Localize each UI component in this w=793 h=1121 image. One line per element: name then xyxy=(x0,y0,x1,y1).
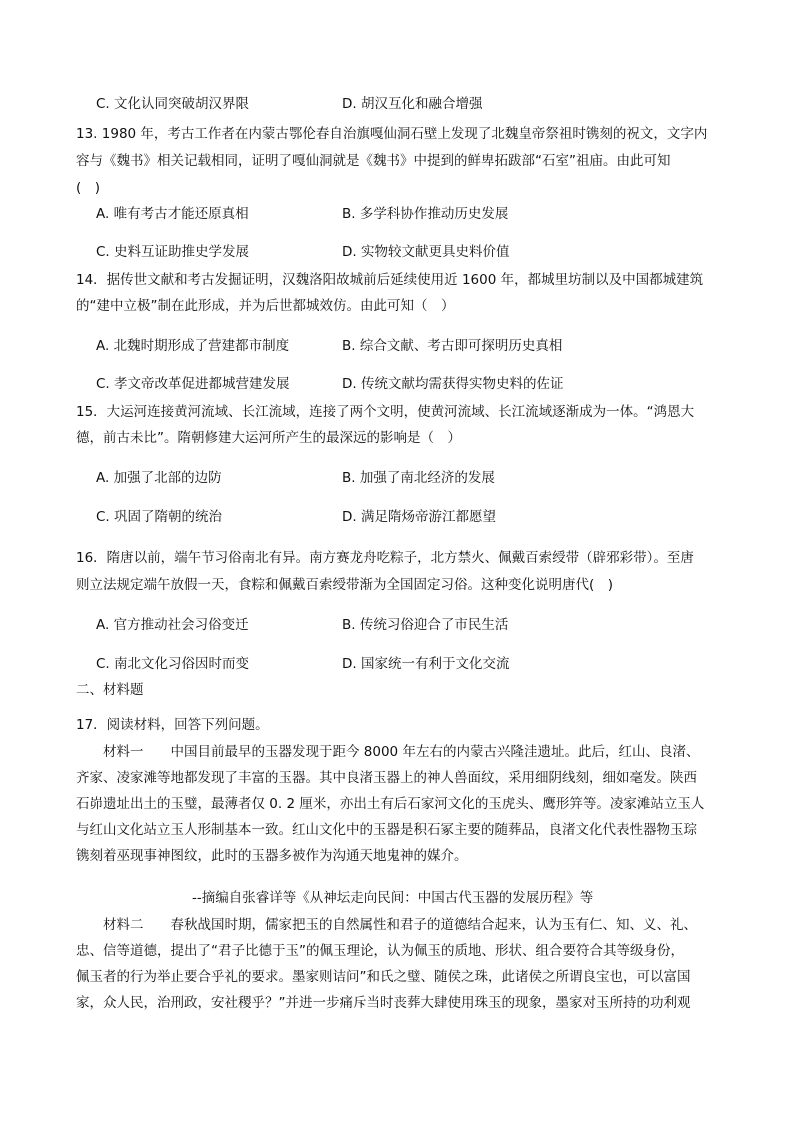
q15-stem-line-2: 德，前古未比”。隋朝修建大运河所产生的最深远的影响是（ ） xyxy=(76,430,461,446)
q14-option-a[interactable]: A. 北魏时期形成了营建都市制度 xyxy=(96,338,290,354)
q16-option-c[interactable]: C. 南北文化习俗因时而变 xyxy=(96,656,250,672)
q16-option-a[interactable]: A. 官方推动社会习俗变迁 xyxy=(96,617,249,633)
q14-stem-line-1: 14．据传世文献和考古发掘证明，汉魏洛阳故城前后延续使用近 1600 年，都城里坊制以及中国都城建筑 xyxy=(76,272,704,288)
q17-material1-line-3: 石峁遗址出土的玉璧，最薄者仅 0. 2 厘米，亦出土有后石家河文化的玉虎头、鹰形笄等。凌家滩站立玉人 xyxy=(76,796,705,812)
q15-option-a[interactable]: A. 加强了北部的边防 xyxy=(96,470,222,486)
q17-material2-line-2: 忠、信等道德，提出了“君子比德于玉”的佩玉理论，认为佩玉的质地、形状、组合要符合其等级身份， xyxy=(76,943,684,959)
q17-intro: 17．阅读材料，回答下列问题。 xyxy=(76,717,269,733)
q15-option-b[interactable]: B. 加强了南北经济的发展 xyxy=(342,470,495,486)
q17-material2-line-4: 家，众人民，治刑政，安社稷乎？”并进一步痛斥当时丧葬大肆使用珠玉的现象，墨家对玉所持的功利观 xyxy=(76,995,691,1011)
q15-option-d[interactable]: D. 满足隋炀帝游江都愿望 xyxy=(342,509,496,525)
q17-material1-line-2: 齐家、凌家滩等地都发现了丰富的玉器。其中良渚玉器上的神人兽面纹，采用细阴线刻，细如毫发。陕西 xyxy=(76,770,697,786)
q17-material1-line-4: 与红山文化站立玉人形制基本一致。红山文化中的玉器是积石冢主要的随葬品，良渚文化代表性器物玉琮 xyxy=(76,822,697,838)
q17-material2-line-1: 材料二 春秋战国时期，儒家把玉的自然属性和君子的道德结合起来，认为玉有仁、知、义、礼、 xyxy=(76,917,697,933)
q12-option-c[interactable]: C. 文化认同突破胡汉界限 xyxy=(96,96,250,112)
q16-stem-line-1: 16．隋唐以前，端午节习俗南北有异。南方赛龙舟吃粽子，北方禁火、佩戴百索绶带（辟邪彩带）。至唐 xyxy=(76,550,694,566)
q17-material2-line-3: 佩玉者的行为举止要合乎礼的要求。墨家则诘问”和氏之璧、随侯之珠，此诸侯之所谓良宝也，可以富国 xyxy=(76,969,691,985)
q13-stem-line-2: 容与《魏书》相关记载相同，证明了嘎仙洞就是《魏书》中提到的鲜卑拓跋部“石室”祖庙。由此可知 xyxy=(76,153,671,169)
q13-option-b[interactable]: B. 多学科协作推动历史发展 xyxy=(342,206,509,222)
q15-stem-line-1: 15．大运河连接黄河流域、长江流域，连接了两个文明，使黄河流域、长江流域逐渐成为一体。“鸿恩大 xyxy=(76,404,695,420)
q14-option-d[interactable]: D. 传统文献均需获得实物史料的佐证 xyxy=(342,376,564,392)
q14-option-c[interactable]: C. 孝文帝改革促进都城营建发展 xyxy=(96,376,290,392)
q17-material1-line-5: 镌刻着巫现事神图纹，此时的玉器多被作为沟通天地鬼神的媒介。 xyxy=(76,848,468,864)
q15-option-c[interactable]: C. 巩固了隋朝的统治 xyxy=(96,509,223,525)
q16-option-b[interactable]: B. 传统习俗迎合了市民生活 xyxy=(342,617,509,633)
q13-option-c[interactable]: C. 史料互证助推史学发展 xyxy=(96,244,250,260)
q13-option-d[interactable]: D. 实物较文献更具史料价值 xyxy=(342,244,510,260)
q14-stem-line-2: 的“建中立极”制在此形成，并为后世都城效仿。由此可知（ ） xyxy=(76,298,455,314)
q13-stem-line-1: 13. 1980 年，考古工作者在内蒙古鄂伦春自治旗嘎仙洞石壁上发现了北魏皇帝祭祖时镌刻的祝文，文字内 xyxy=(76,126,708,142)
section-title: 二、材料题 xyxy=(76,682,144,698)
q12-option-d[interactable]: D. 胡汉互化和融合增强 xyxy=(342,96,483,112)
q13-option-a[interactable]: A. 唯有考古才能还原真相 xyxy=(96,206,249,222)
q13-stem-line-3: ( ) xyxy=(76,180,101,196)
q17-material1-line-1: 材料一 中国目前最早的玉器发现于距今 8000 年左右的内蒙古兴隆洼遗址。此后，红山、良渚、 xyxy=(76,744,700,760)
q17-source-1: --摘编自张睿详等《从神坛走向民间：中国古代玉器的发展历程》等 xyxy=(192,890,594,906)
q14-option-b[interactable]: B. 综合文献、考古即可探明历史真相 xyxy=(342,338,563,354)
q16-option-d[interactable]: D. 国家统一有利于文化交流 xyxy=(342,656,510,672)
q16-stem-line-2: 则立法规定端午放假一天，食粽和佩戴百索绶带渐为全国固定习俗。这种变化说明唐代( ) xyxy=(76,577,614,593)
